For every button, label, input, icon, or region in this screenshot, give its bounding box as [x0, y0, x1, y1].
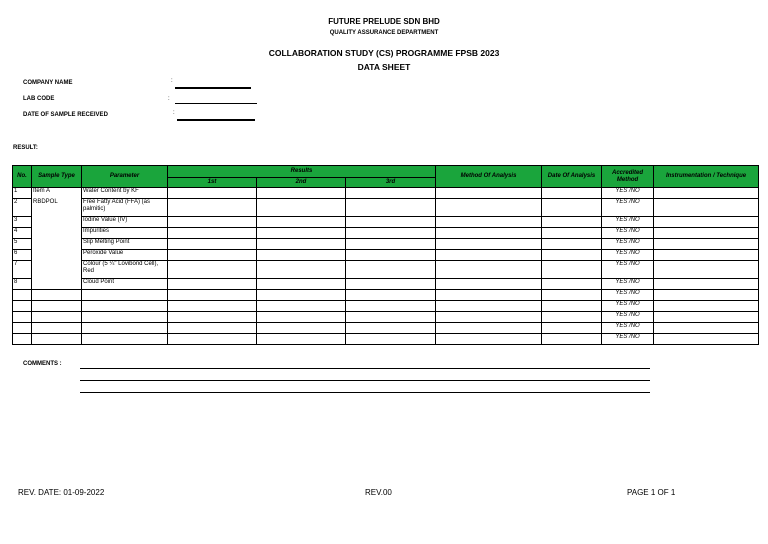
sample-type-cell: [32, 290, 82, 301]
sample-type-cell: Item A: [32, 188, 82, 199]
table-row: [13, 199, 759, 217]
table-row: [13, 279, 759, 290]
method-cell[interactable]: [436, 290, 542, 301]
accredited-cell[interactable]: YES /NO: [602, 188, 654, 199]
row-number: 7: [13, 261, 32, 279]
result-1st-cell[interactable]: [168, 250, 257, 261]
instrumentation-cell[interactable]: [654, 279, 759, 290]
table-row: [13, 301, 759, 312]
method-cell[interactable]: [436, 250, 542, 261]
result-1st-cell[interactable]: [168, 199, 257, 217]
row-number: [13, 334, 32, 345]
col-header-date: Date Of Analysis: [542, 166, 602, 188]
sample-type-cell: RBDPOL: [32, 199, 82, 290]
footer-page: PAGE 1 OF 1: [627, 488, 676, 497]
result-3rd-cell[interactable]: [346, 261, 436, 279]
method-cell[interactable]: [436, 199, 542, 217]
table-row: [13, 334, 759, 345]
parameter-cell: [82, 323, 168, 334]
lab-code-colon: :: [168, 96, 170, 102]
result-2nd-cell[interactable]: [257, 261, 346, 279]
method-cell[interactable]: [436, 334, 542, 345]
accredited-cell[interactable]: YES /NO: [602, 199, 654, 217]
result-1st-cell[interactable]: [168, 217, 257, 228]
parameter-cell: [82, 312, 168, 323]
company-name-field[interactable]: [175, 87, 251, 89]
parameter-cell: Peroxide Value: [82, 250, 168, 261]
date-cell[interactable]: [542, 334, 602, 345]
result-2nd-cell[interactable]: [257, 217, 346, 228]
result-1st-cell[interactable]: [168, 188, 257, 199]
accredited-cell[interactable]: YES /NO: [602, 290, 654, 301]
accredited-cell[interactable]: YES /NO: [602, 217, 654, 228]
row-number: 5: [13, 239, 32, 250]
col-header-parameter: Parameter: [82, 166, 168, 188]
method-cell[interactable]: [436, 312, 542, 323]
col-header-3rd: 3rd: [346, 178, 436, 188]
result-2nd-cell[interactable]: [257, 199, 346, 217]
result-2nd-cell[interactable]: [257, 334, 346, 345]
parameter-cell: Slip Melting Point: [82, 239, 168, 250]
result-3rd-cell[interactable]: [346, 290, 436, 301]
method-cell[interactable]: [436, 261, 542, 279]
col-header-sample-type: Sample Type: [32, 166, 82, 188]
date-received-colon: :: [173, 110, 175, 116]
date-cell[interactable]: [542, 279, 602, 290]
comments-line-3[interactable]: [80, 392, 650, 393]
table-row: [13, 188, 759, 199]
result-2nd-cell[interactable]: [257, 188, 346, 199]
sample-type-cell: [32, 323, 82, 334]
instrumentation-cell[interactable]: [654, 217, 759, 228]
date-cell[interactable]: [542, 199, 602, 217]
date-cell[interactable]: [542, 301, 602, 312]
col-header-2nd: 2nd: [257, 178, 346, 188]
table-row: [13, 228, 759, 239]
row-number: 2: [13, 199, 32, 217]
result-3rd-cell[interactable]: [346, 301, 436, 312]
table-row: [13, 261, 759, 279]
result-3rd-cell[interactable]: [346, 334, 436, 345]
col-header-no: No.: [13, 166, 32, 188]
company-name-label: COMPANY NAME: [23, 80, 73, 86]
table-row: [13, 290, 759, 301]
method-cell[interactable]: [436, 279, 542, 290]
date-cell[interactable]: [542, 261, 602, 279]
date-received-field[interactable]: [177, 119, 255, 121]
result-3rd-cell[interactable]: [346, 199, 436, 217]
result-1st-cell[interactable]: [168, 301, 257, 312]
result-1st-cell[interactable]: [168, 279, 257, 290]
parameter-cell: Impurities: [82, 228, 168, 239]
results-table: [12, 165, 759, 345]
parameter-cell: [82, 290, 168, 301]
accredited-cell[interactable]: YES /NO: [602, 279, 654, 290]
result-1st-cell[interactable]: [168, 312, 257, 323]
result-label: RESULT:: [13, 145, 38, 151]
instrumentation-cell[interactable]: [654, 228, 759, 239]
table-row: [13, 239, 759, 250]
accredited-cell[interactable]: YES /NO: [602, 334, 654, 345]
result-1st-cell[interactable]: [168, 228, 257, 239]
method-cell[interactable]: [436, 323, 542, 334]
date-received-label: DATE OF SAMPLE RECEIVED: [23, 112, 108, 118]
lab-code-label: LAB CODE: [23, 96, 55, 102]
parameter-cell: Colour (5 ¼" Lovibond Cell), Red: [82, 261, 168, 279]
footer-revision: REV.00: [365, 488, 392, 497]
result-2nd-cell[interactable]: [257, 301, 346, 312]
method-cell[interactable]: [436, 188, 542, 199]
date-cell[interactable]: [542, 312, 602, 323]
department-heading: QUALITY ASSURANCE DEPARTMENT: [329, 30, 439, 36]
instrumentation-cell[interactable]: [654, 323, 759, 334]
result-3rd-cell[interactable]: [346, 312, 436, 323]
col-header-1st: 1st: [168, 178, 257, 188]
row-number: 6: [13, 250, 32, 261]
date-cell[interactable]: [542, 239, 602, 250]
date-cell[interactable]: [542, 188, 602, 199]
instrumentation-cell[interactable]: [654, 199, 759, 217]
instrumentation-cell[interactable]: [654, 250, 759, 261]
row-number: [13, 312, 32, 323]
result-2nd-cell[interactable]: [257, 279, 346, 290]
table-row: [13, 323, 759, 334]
result-1st-cell[interactable]: [168, 239, 257, 250]
instrumentation-cell[interactable]: [654, 188, 759, 199]
row-number: 3: [13, 217, 32, 228]
comments-line-1[interactable]: [80, 368, 650, 369]
parameter-cell: [82, 334, 168, 345]
instrumentation-cell[interactable]: [654, 261, 759, 279]
row-number: [13, 323, 32, 334]
table-row: [13, 312, 759, 323]
result-2nd-cell[interactable]: [257, 290, 346, 301]
result-3rd-cell[interactable]: [346, 323, 436, 334]
accredited-cell[interactable]: YES /NO: [602, 239, 654, 250]
accredited-cell[interactable]: YES /NO: [602, 261, 654, 279]
result-3rd-cell[interactable]: [346, 279, 436, 290]
table-row: [13, 217, 759, 228]
date-cell[interactable]: [542, 290, 602, 301]
comments-label: COMMENTS :: [23, 361, 62, 367]
instrumentation-cell[interactable]: [654, 290, 759, 301]
result-2nd-cell[interactable]: [257, 312, 346, 323]
accredited-cell[interactable]: YES /NO: [602, 250, 654, 261]
result-3rd-cell[interactable]: [346, 228, 436, 239]
document-subtitle: DATA SHEET: [357, 62, 411, 72]
company-heading: FUTURE PRELUDE SDN BHD: [328, 17, 440, 26]
row-number: [13, 301, 32, 312]
row-number: 1: [13, 188, 32, 199]
result-2nd-cell[interactable]: [257, 228, 346, 239]
footer-rev-date: REV. DATE: 01-09-2022: [18, 488, 105, 497]
lab-code-field[interactable]: [175, 103, 257, 104]
date-cell[interactable]: [542, 217, 602, 228]
method-cell[interactable]: [436, 228, 542, 239]
date-cell[interactable]: [542, 228, 602, 239]
parameter-cell: Cloud Point: [82, 279, 168, 290]
document-title: COLLABORATION STUDY (CS) PROGRAMME FPSB 2023: [268, 48, 500, 58]
parameter-cell: Water Content by KF: [82, 188, 168, 199]
result-1st-cell[interactable]: [168, 290, 257, 301]
result-1st-cell[interactable]: [168, 261, 257, 279]
row-number: [13, 290, 32, 301]
result-2nd-cell[interactable]: [257, 239, 346, 250]
result-3rd-cell[interactable]: [346, 239, 436, 250]
sample-type-cell: [32, 334, 82, 345]
sample-type-cell: [32, 312, 82, 323]
method-cell[interactable]: [436, 301, 542, 312]
result-2nd-cell[interactable]: [257, 323, 346, 334]
parameter-cell: Free Fatty Acid (FFA) (as palmitic): [82, 199, 168, 217]
result-1st-cell[interactable]: [168, 323, 257, 334]
parameter-cell: Iodine Value (IV): [82, 217, 168, 228]
date-cell[interactable]: [542, 250, 602, 261]
col-header-accredited: Accredited Method: [602, 166, 654, 188]
method-cell[interactable]: [436, 217, 542, 228]
result-3rd-cell[interactable]: [346, 188, 436, 199]
method-cell[interactable]: [436, 239, 542, 250]
parameter-cell: [82, 301, 168, 312]
accredited-cell[interactable]: YES /NO: [602, 301, 654, 312]
accredited-cell[interactable]: YES /NO: [602, 228, 654, 239]
comments-line-2[interactable]: [80, 380, 650, 381]
accredited-cell[interactable]: YES /NO: [602, 312, 654, 323]
instrumentation-cell[interactable]: [654, 301, 759, 312]
result-1st-cell[interactable]: [168, 334, 257, 345]
accredited-cell[interactable]: YES /NO: [602, 323, 654, 334]
row-number: 8: [13, 279, 32, 290]
result-3rd-cell[interactable]: [346, 250, 436, 261]
date-cell[interactable]: [542, 323, 602, 334]
col-header-method: Method Of Analysis: [436, 166, 542, 188]
col-header-results: Results: [168, 166, 436, 178]
instrumentation-cell[interactable]: [654, 334, 759, 345]
col-header-instrumentation: Instrumentation / Technique: [654, 166, 759, 188]
company-name-colon: :: [171, 78, 173, 84]
sample-type-cell: [32, 301, 82, 312]
result-3rd-cell[interactable]: [346, 217, 436, 228]
instrumentation-cell[interactable]: [654, 312, 759, 323]
row-number: 4: [13, 228, 32, 239]
instrumentation-cell[interactable]: [654, 239, 759, 250]
result-2nd-cell[interactable]: [257, 250, 346, 261]
table-row: [13, 250, 759, 261]
